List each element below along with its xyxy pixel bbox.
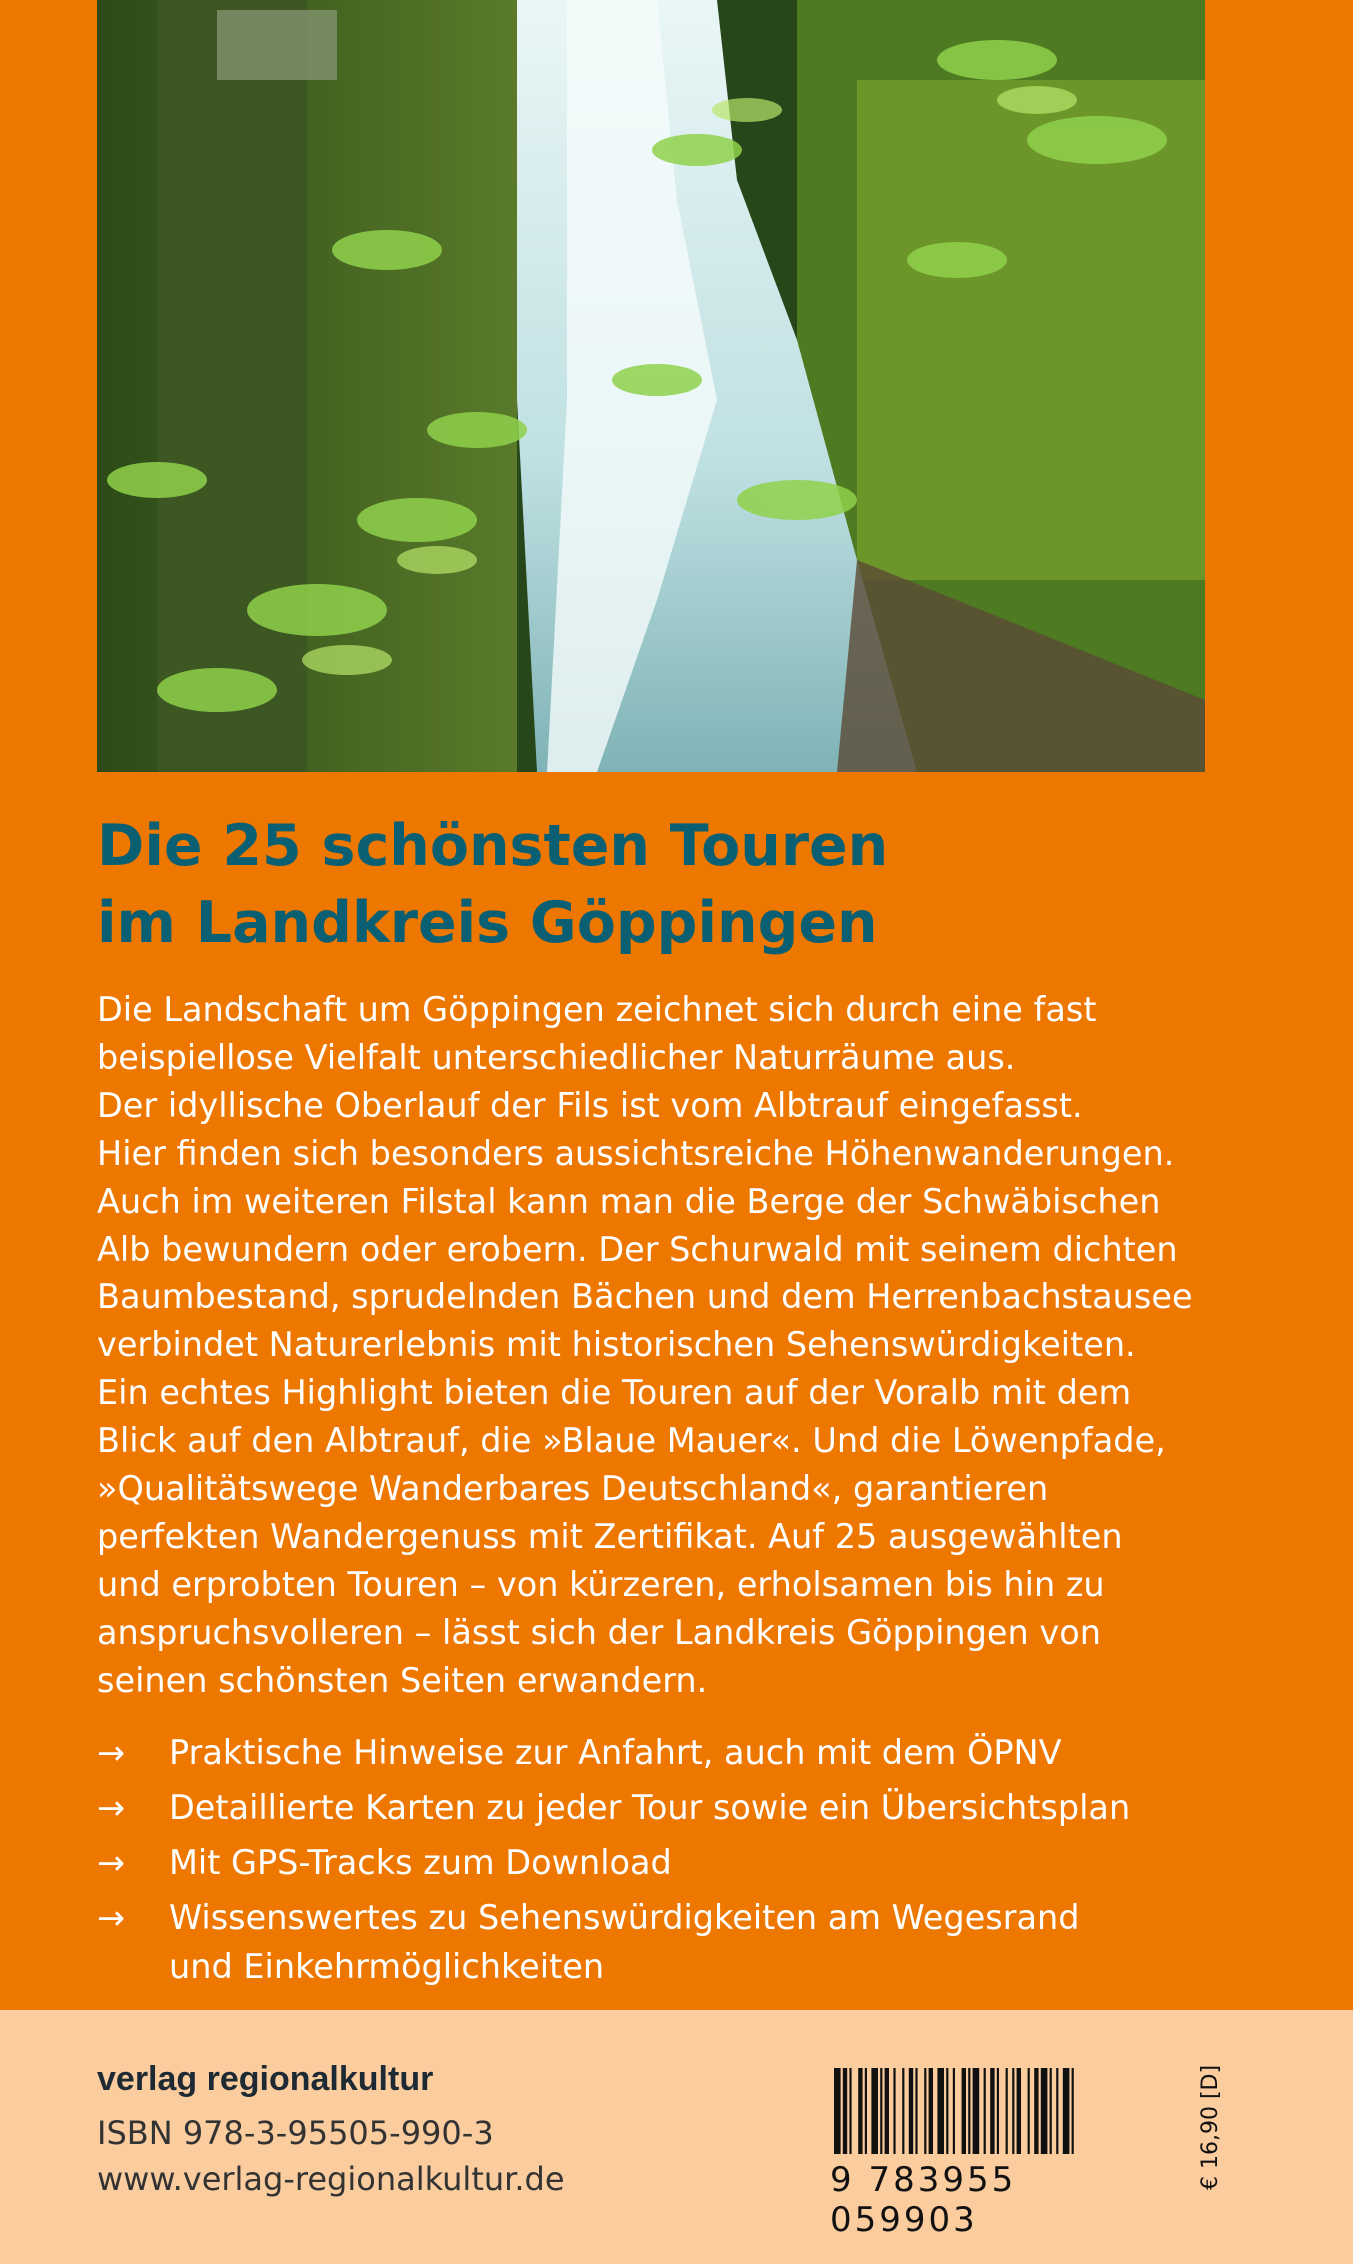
barcode-bar [968, 2068, 970, 2154]
book-title [97, 808, 1197, 962]
description-line: Die Landschaft um Göppingen zeichnet sich durch eine fast [97, 990, 1097, 1029]
barcode-bar [885, 2068, 889, 2154]
description-line: seinen schönsten Seiten erwandern. [97, 1660, 708, 1700]
barcode-bar [1006, 2068, 1008, 2154]
barcode-bar [1028, 2068, 1030, 2154]
barcode-bar [915, 2068, 917, 2154]
barcode-bar [893, 2068, 895, 2154]
price-label: € 16,90 [D] [1198, 2064, 1223, 2190]
barcode-bar [880, 2068, 882, 2154]
list-item [97, 1783, 1217, 1832]
description-line: Auch im weiteren Filstal kann man die Berge der Schwäbischen [97, 1181, 1161, 1221]
barcode-bar [1050, 2068, 1052, 2154]
list-item [97, 1728, 1217, 1777]
description-line: Alb bewundern oder erobern. Der Schurwald mit seinem dichten [97, 1229, 1178, 1269]
barcode-bar [973, 2068, 980, 2154]
list-item-text: Wissenswertes zu Sehenswürdigkeiten am Wegesrand [169, 1898, 1080, 1937]
title-line-2: im Landkreis Göppingen [97, 890, 878, 956]
description-line: Blick auf den Albtrauf, die »Blaue Mauer«. Und die Löwenpfade, [97, 1421, 1166, 1461]
description-line: verbindet Naturerlebnis mit historischen Sehenswürdigkeiten. [97, 1325, 1136, 1365]
barcode-bar [1072, 2068, 1074, 2154]
barcode-bar [946, 2068, 948, 2154]
barcode-bar [909, 2068, 913, 2154]
isbn-text: ISBN 978-3-95505-990-3 [97, 2114, 494, 2152]
barcode-bar [849, 2068, 851, 2154]
arrow-right-icon: → [97, 1898, 126, 1937]
arrow-right-icon: → [97, 1843, 126, 1882]
description-line: perfekten Wandergenuss mit Zertifikat. Auf 25 ausgewählten [97, 1516, 1123, 1556]
barcode-bar [997, 2068, 999, 2154]
description-line: Hier finden sich besonders aussichtsreiche Höhenwanderungen. [97, 1133, 1175, 1173]
barcode-bar [858, 2068, 862, 2154]
barcode-bar [937, 2068, 944, 2154]
barcode-bar [1012, 2068, 1014, 2154]
list-item-text: Mit GPS-Tracks zum Download [169, 1843, 672, 1882]
list-item [97, 1893, 1217, 1991]
list-item-text: und Einkehrmöglichkeiten [169, 1947, 605, 1986]
description-line: Baumbestand, sprudelnden Bächen und dem Herrenbachstausee [97, 1277, 1193, 1317]
description-line: anspruchsvolleren – lässt sich der Landkreis Göppingen von [97, 1612, 1101, 1652]
description-text [97, 986, 1217, 1705]
feature-list [97, 1728, 1217, 1997]
description-line: »Qualitätswege Wanderbares Deutschland«, garantieren [97, 1469, 1049, 1509]
description-line: beispiellose Vielfalt unterschiedlicher Naturräume aus. [97, 1037, 1016, 1077]
list-item [97, 1838, 1217, 1887]
arrow-right-icon: → [97, 1733, 126, 1772]
barcode-bar [834, 2068, 841, 2154]
barcode-bar [1056, 2068, 1058, 2154]
description-line: Der idyllische Oberlauf der Fils ist vom Albtrauf eingefasst. [97, 1085, 1083, 1125]
list-item-text: Detaillierte Karten zu jeder Tour sowie ein Übersichtsplan [169, 1788, 1131, 1827]
barcode-bar [953, 2068, 955, 2154]
list-item-text: Praktische Hinweise zur Anfahrt, auch mit dem ÖPNV [169, 1733, 1062, 1772]
barcode-bar [1034, 2068, 1038, 2154]
barcode-number: 9 783955 059903 [830, 2160, 1017, 2240]
barcode-bar [871, 2068, 878, 2154]
barcode-bar [843, 2068, 847, 2154]
description-line: Ein echtes Highlight bieten die Touren auf der Voralb mit dem [97, 1373, 1132, 1413]
barcode-bar [924, 2068, 926, 2154]
barcode-bar [990, 2068, 994, 2154]
barcode-bar [1041, 2068, 1048, 2154]
barcode-bar [984, 2068, 986, 2154]
cover-photo [97, 0, 1205, 772]
title-line-1: Die 25 schönsten Touren [97, 813, 889, 879]
description-line: und erprobten Touren – von kürzeren, erholsamen bis hin zu [97, 1564, 1105, 1604]
barcode-bar [902, 2068, 904, 2154]
barcode-bar [1063, 2068, 1070, 2154]
barcode-bar [929, 2068, 933, 2154]
barcode-bar [865, 2068, 867, 2154]
arrow-right-icon: → [97, 1788, 126, 1827]
waterfall-illustration [97, 0, 1205, 772]
barcode-bar [1017, 2068, 1021, 2154]
barcode-bar [962, 2068, 966, 2154]
publisher-name: verlag regionalkultur [97, 2060, 434, 2098]
website-url: www.verlag-regionalkultur.de [97, 2160, 565, 2198]
